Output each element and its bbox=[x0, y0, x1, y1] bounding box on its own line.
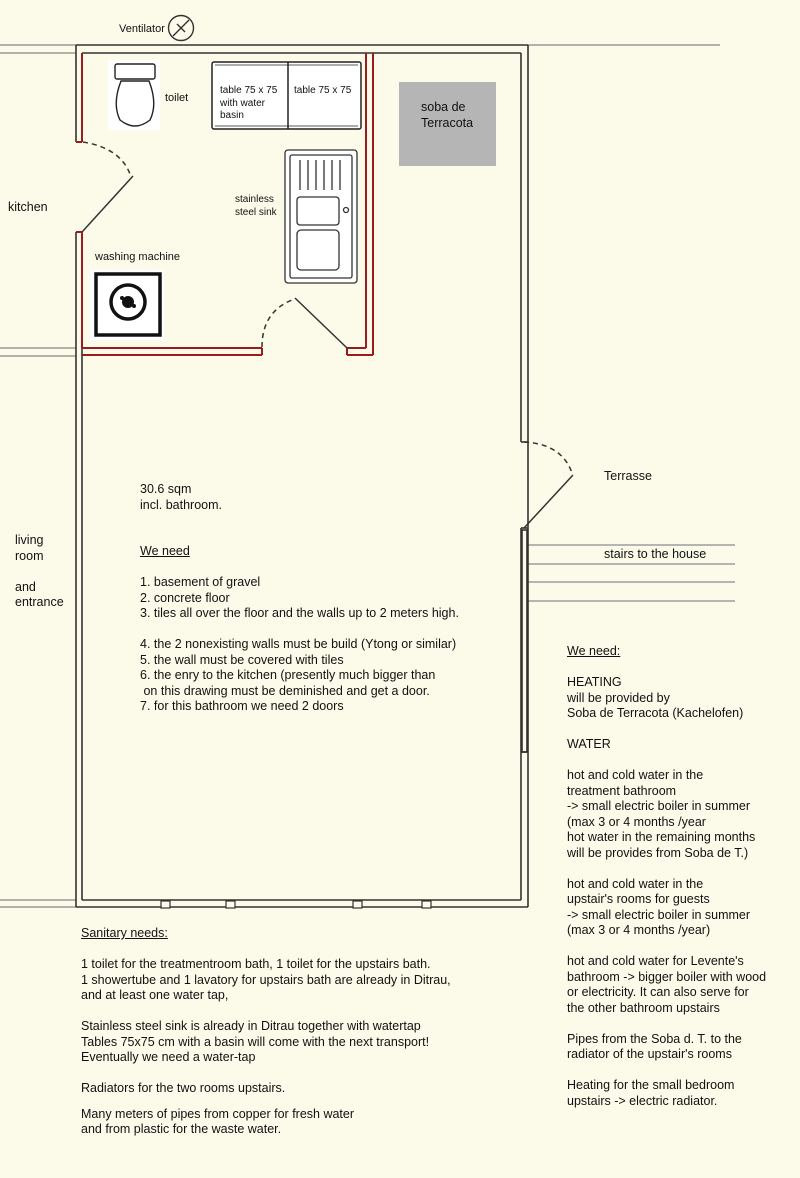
living-room-line: and bbox=[15, 579, 36, 594]
area-label bbox=[140, 482, 222, 513]
sink-label bbox=[235, 194, 277, 219]
need-item: 4. the 2 nonexisting walls must be build (Ytong or similar) bbox=[140, 637, 457, 651]
table2-label: table 75 x 75 bbox=[294, 85, 352, 96]
need-item: 7. for this bathroom we need 2 doors bbox=[140, 699, 344, 713]
right-line: or electricity. It can also serve for bbox=[567, 985, 749, 999]
living-room-line bbox=[15, 564, 64, 580]
terrasse-label: Terrasse bbox=[604, 469, 652, 483]
right-line: hot water in the remaining months bbox=[567, 830, 756, 844]
right-line: Soba de Terracota (Kachelofen) bbox=[567, 706, 744, 720]
washing-machine-icon bbox=[90, 270, 164, 340]
right-line: radiator of the upstair's rooms bbox=[567, 1047, 732, 1061]
right-line: HEATING bbox=[567, 675, 622, 689]
we-need-right bbox=[567, 644, 766, 1109]
living-room-line: entrance bbox=[15, 595, 64, 609]
sanitary-line: Stainless steel sink is already in Ditrau together with watertap bbox=[81, 1019, 421, 1033]
we-need-main-heading: We need bbox=[140, 544, 190, 558]
sanitary-line bbox=[81, 942, 451, 958]
terrasse-door bbox=[524, 442, 573, 528]
right-line: Pipes from the Soba d. T. to the bbox=[567, 1031, 742, 1046]
right-line: treatment bathroom bbox=[567, 783, 677, 798]
sanitary-line bbox=[81, 1097, 451, 1107]
right-line: will be provided by bbox=[567, 690, 670, 705]
stove-line: soba de bbox=[421, 100, 466, 114]
stairs-label: stairs to the house bbox=[604, 547, 707, 561]
need-item: 5. the wall must be covered with tiles bbox=[140, 652, 344, 667]
sanitary-line: 1 showertube and 1 lavatory for upstairs bath are already in Ditrau, bbox=[81, 972, 451, 987]
sanitary-line bbox=[81, 1004, 451, 1020]
sink-line: stainless bbox=[235, 194, 274, 205]
living-room-line: living bbox=[15, 533, 44, 547]
kitchen-label: kitchen bbox=[8, 200, 48, 214]
need-item: 3. tiles all over the floor and the walls up to 2 meters high. bbox=[140, 606, 459, 620]
right-line bbox=[567, 861, 766, 877]
sanitary-line: Tables 75x75 cm with a basin will come with the next transport! bbox=[81, 1034, 430, 1049]
area-line: incl. bathroom. bbox=[140, 497, 222, 512]
right-line: hot and cold water in the bbox=[567, 768, 704, 782]
need-item bbox=[140, 622, 459, 638]
sanitary-line bbox=[81, 1066, 451, 1082]
living-room-line: room bbox=[15, 548, 44, 563]
right-line: the other bathroom upstairs bbox=[567, 1000, 720, 1015]
bathroom-door bbox=[262, 298, 347, 348]
ventilator-label: Ventilator bbox=[119, 23, 165, 35]
sink-icon bbox=[285, 150, 357, 283]
right-line: bathroom -> bigger boiler with wood bbox=[567, 969, 767, 984]
sink-line: steel sink bbox=[235, 206, 277, 218]
table1-label bbox=[220, 85, 277, 123]
kitchen-door bbox=[82, 142, 133, 232]
right-line bbox=[567, 1063, 766, 1079]
right-line bbox=[567, 939, 766, 955]
right-line: (max 3 or 4 months /year bbox=[567, 814, 706, 829]
spacer bbox=[140, 560, 459, 576]
right-line: Heating for the small bedroom bbox=[567, 1078, 735, 1092]
right-line: -> small electric boiler in summer bbox=[567, 907, 751, 922]
right-line: WATER bbox=[567, 737, 611, 751]
right-line bbox=[567, 722, 766, 738]
we-need-main bbox=[140, 544, 459, 715]
stove-label bbox=[421, 100, 473, 131]
toilet-icon bbox=[108, 60, 160, 130]
sanitary-line: 1 toilet for the treatmentroom bath, 1 toilet for the upstairs bath. bbox=[81, 957, 431, 971]
right-line: upstair's rooms for guests bbox=[567, 892, 710, 906]
ventilator-icon bbox=[169, 16, 194, 41]
table1-line: basin bbox=[220, 110, 244, 121]
table1-line: with water bbox=[220, 97, 266, 109]
need-item: on this drawing must be deminished and get a door. bbox=[140, 683, 430, 698]
need-item: 2. concrete floor bbox=[140, 590, 230, 605]
sanitary-line: Many meters of pipes from copper for fresh water bbox=[81, 1106, 355, 1121]
right-line bbox=[567, 753, 766, 769]
area-line: 30.6 sqm bbox=[140, 482, 192, 496]
right-line: hot and cold water in the bbox=[567, 876, 704, 891]
sanitary-needs bbox=[81, 926, 451, 1138]
sanitary-line: and from plastic for the waste water. bbox=[81, 1122, 282, 1136]
sanitary-line: and at least one water tap, bbox=[81, 988, 229, 1002]
need-item: 6. the enry to the kitchen (presently much bigger than bbox=[140, 668, 436, 682]
sanitary-line: Radiators for the two rooms upstairs. bbox=[81, 1081, 286, 1095]
right-line bbox=[567, 660, 766, 676]
right-line: will be provides from Soba de T.) bbox=[567, 845, 749, 860]
washing-machine-label: washing machine bbox=[95, 251, 180, 263]
sanitary-heading: Sanitary needs: bbox=[81, 926, 168, 940]
need-item: 1. basement of gravel bbox=[140, 575, 261, 589]
right-line: upstairs -> electric radiator. bbox=[567, 1093, 718, 1108]
table1-line: table 75 x 75 bbox=[220, 85, 278, 96]
we-need-right-heading: We need: bbox=[567, 644, 621, 658]
toilet-label: toilet bbox=[165, 92, 189, 104]
right-line: -> small electric boiler in summer bbox=[567, 799, 751, 813]
right-line bbox=[567, 1016, 766, 1032]
living-room-label bbox=[15, 533, 64, 611]
right-line: (max 3 or 4 months /year) bbox=[567, 923, 711, 937]
stove-line: Terracota bbox=[421, 115, 474, 130]
right-line: hot and cold water for Levente's bbox=[567, 954, 744, 968]
sanitary-line: Eventually we need a water-tap bbox=[81, 1050, 256, 1064]
